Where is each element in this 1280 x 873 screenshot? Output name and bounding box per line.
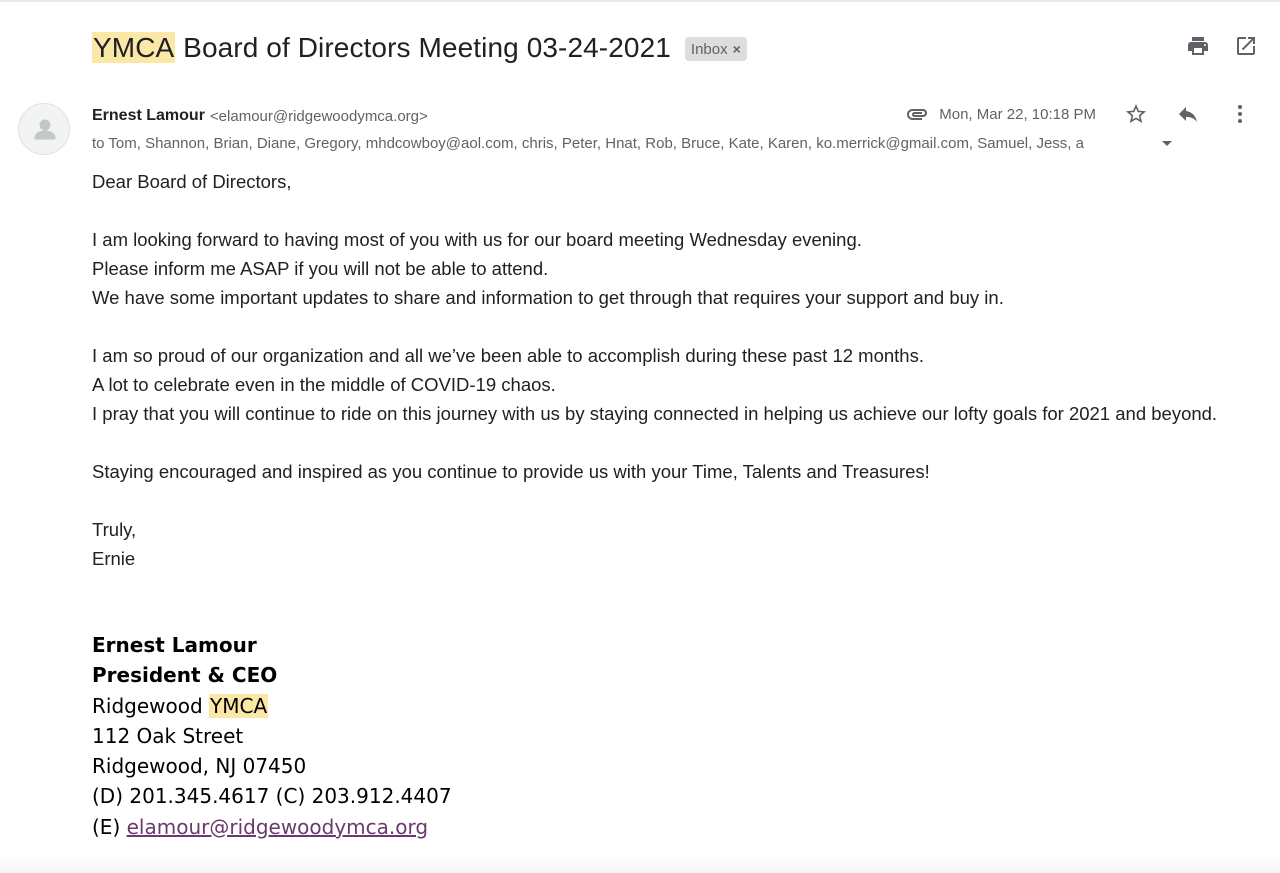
default-person-icon [19,104,70,155]
body-greeting: Dear Board of Directors, [92,171,292,192]
message-date: Mon, Mar 22, 10:18 PM [939,105,1096,123]
sender-avatar[interactable] [18,103,70,155]
body-closing: Truly, [92,519,137,540]
inbox-label-chip[interactable] [685,37,747,61]
open-in-new-window-icon[interactable] [1234,34,1258,58]
message-meta [905,102,1252,126]
email-signature [92,630,452,842]
sender-email: <elamour@ridgewoodymca.org> [209,107,428,125]
signature-email-row [92,812,452,842]
signature-city: Ridgewood, NJ 07450 [92,754,307,779]
signature-title: President & CEO [92,663,278,688]
recipients-list: to Tom, Shannon, Brian, Diane, Gregory, mhdcowboy@aol.com, chris, Peter, Hnat, Rob, Bruce, Kate, Karen, ko.merrick@gmail.com, Samuel, Jess, a [92,134,1084,152]
more-options-icon[interactable] [1228,102,1252,126]
body-line: I am looking forward to having most of you with us for our board meeting Wednesday evening. [92,229,862,250]
subject-row [92,28,747,68]
body-line: Staying encouraged and inspired as you continue to provide us with your Time, Talents and Treasures! [92,461,930,482]
sender-name[interactable]: Ernest Lamour [92,107,205,124]
signature-org-prefix: Ridgewood [92,693,210,718]
signature-street: 112 Oak Street [92,723,244,748]
email-body [92,167,1242,573]
signature-email-prefix: (E) [92,814,127,839]
body-line: I am so proud of our organization and all we’ve been able to accomplish during these past 12 months. [92,345,924,366]
reply-icon[interactable] [1176,102,1200,126]
subject-text: Board of Directors Meeting 03-24-2021 [175,32,671,63]
show-details-dropdown-icon[interactable] [1162,141,1172,146]
sender-row [92,104,428,128]
remove-label-button[interactable]: × [732,41,741,57]
search-highlight: YMCA [93,32,175,63]
body-line: A lot to celebrate even in the middle of COVID-19 chaos. [92,374,556,395]
print-icon[interactable] [1186,34,1210,58]
signature-org [92,691,452,721]
inbox-label-text: Inbox [690,40,728,58]
signature-name: Ernest Lamour [92,633,257,657]
top-divider [0,0,1280,2]
attachment-icon [905,102,929,126]
body-line: We have some important updates to share and information to get through that requires your support and buy in. [92,287,1004,308]
thread-toolbar [1186,34,1258,58]
body-line: I pray that you will continue to ride on this journey with us by staying connected in helping us achieve our lofty goals for 2021 and beyond. [92,403,1218,424]
email-subject [92,32,671,64]
body-line: Please inform me ASAP if you will not be able to attend. [92,258,549,279]
signature-email-link[interactable]: elamour@ridgewoodymca.org [126,814,429,839]
signature-phones: (D) 201.345.4617 (C) 203.912.4407 [92,784,452,809]
bottom-shadow [0,853,1280,873]
body-closing-name: Ernie [92,548,136,569]
search-highlight: YMCA [210,693,268,718]
recipients-row [92,132,1182,154]
star-icon[interactable] [1124,102,1148,126]
